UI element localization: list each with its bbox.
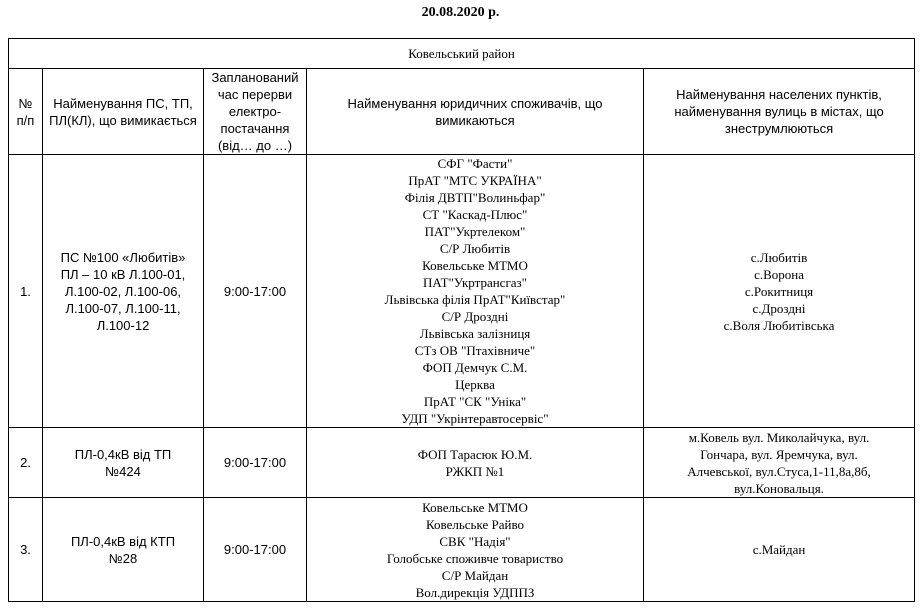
consumer-item: С/Р Любитів <box>439 241 511 256</box>
consumer-item: Ковельське Райво <box>426 516 524 532</box>
table-row <box>9 155 915 428</box>
consumer-item: ПАТ"Укртрансгаз" <box>423 275 527 290</box>
document-date: 20.08.2020 р. <box>421 5 500 20</box>
header-num: № п/п <box>9 69 43 155</box>
consumer-item: Церква <box>455 377 495 392</box>
consumers-cell <box>307 498 644 602</box>
consumer-item: УДП "Укрінтеравтосервіс" <box>401 411 549 426</box>
settlement-item: с.Рокитниця <box>744 283 814 299</box>
object-line: Л.100-12 <box>96 317 150 333</box>
settlement-item: с.Любитів <box>750 249 808 265</box>
settlements-cell <box>644 155 915 428</box>
consumer-item: СВК "Надія" <box>439 533 511 549</box>
object-cell <box>43 498 204 602</box>
district-name: Ковельський район <box>9 39 915 69</box>
header-object: Найменування ПС, ТП, ПЛ(КЛ), що вимикається <box>43 69 204 155</box>
consumer-item: ФОП Тарасюк Ю.М. <box>417 446 533 462</box>
settlement-item: с.Майдан <box>752 542 806 557</box>
object-line: ПЛ-0,4кВ від ТП <box>74 446 172 462</box>
consumer-item: ПАТ"Укртелеком" <box>424 224 526 239</box>
outage-time: 9:00-17:00 <box>204 428 307 498</box>
table-row <box>9 498 915 602</box>
consumer-item: Голобське споживче товариство <box>386 550 564 566</box>
consumer-item: ФОП Демчук С.М. <box>422 360 528 375</box>
settlements-cell <box>644 428 915 498</box>
settlement-item: с.Воля Любитівська <box>723 317 835 333</box>
consumer-item: СТз ОВ "Птахівниче" <box>414 343 536 358</box>
consumer-item: Ковельське МТМО <box>422 258 528 273</box>
consumer-item: С/Р Майдан <box>441 567 509 583</box>
header-time: Запланований час перерви електро-постачання (від… до …) <box>204 69 307 155</box>
settlement-item: с.Дроздні <box>752 300 806 316</box>
consumer-item: Вол.дирекція УДППЗ <box>415 584 535 600</box>
consumers-cell <box>307 428 644 498</box>
object-line: ПЛ – 10 кВ Л.100-01, <box>60 266 186 282</box>
consumer-item: ПрАТ "МТС УКРАЇНА" <box>408 173 542 188</box>
object-line: №28 <box>108 550 138 566</box>
table-row <box>9 428 915 498</box>
object-line: Л.100-07, Л.100-11, <box>65 300 181 316</box>
consumer-item: Львівська філія ПрАТ"Київстар" <box>384 292 566 307</box>
outage-table <box>8 38 915 602</box>
table-body <box>9 155 915 602</box>
settlement-item: м.Ковель вул. Миколайчука, вул. <box>688 429 870 445</box>
row-number: 2. <box>9 428 43 498</box>
row-number: 1. <box>9 155 43 428</box>
object-line: ПЛ-0,4кВ від КТП <box>70 533 176 549</box>
consumer-item: РЖКП №1 <box>445 463 505 479</box>
object-cell <box>43 155 204 428</box>
consumer-item: С/Р Дроздні <box>441 309 509 324</box>
object-line: №424 <box>105 463 141 479</box>
consumer-item: Ковельське МТМО <box>422 499 528 515</box>
consumer-item: СФГ "Фасти" <box>437 156 513 171</box>
settlement-item: Алчевської, вул.Стуса,1-11,8а,8б, <box>687 463 871 479</box>
outage-time: 9:00-17:00 <box>204 498 307 602</box>
header-consumers: Найменування юридичних споживачів, що вимикаються <box>307 69 644 155</box>
object-cell <box>43 428 204 498</box>
object-line: ПС №100 «Любитів» <box>60 249 186 265</box>
header-row <box>9 69 915 155</box>
header-settlements: Найменування населених пунктів, найменування вулиць в містах, що знеструмлюються <box>644 69 915 155</box>
consumers-cell <box>307 155 644 428</box>
consumer-item: Філія ДВТП"Волиньфар" <box>404 190 546 205</box>
settlement-item: вул.Коновальця. <box>734 480 824 496</box>
settlement-item: с.Ворона <box>754 266 804 282</box>
outage-time: 9:00-17:00 <box>204 155 307 428</box>
settlements-cell <box>644 498 915 602</box>
settlement-item: Гончара, вул. Яремчука, вул. <box>700 446 858 462</box>
object-line: Л.100-02, Л.100-06, <box>64 283 182 299</box>
district-row <box>9 39 915 69</box>
consumer-item: Львівська залізниця <box>419 326 531 341</box>
consumer-item: СТ "Каскад-Плюс" <box>422 207 528 222</box>
consumer-item: ПрАТ "СК "Уніка" <box>423 394 527 409</box>
row-number: 3. <box>9 498 43 602</box>
